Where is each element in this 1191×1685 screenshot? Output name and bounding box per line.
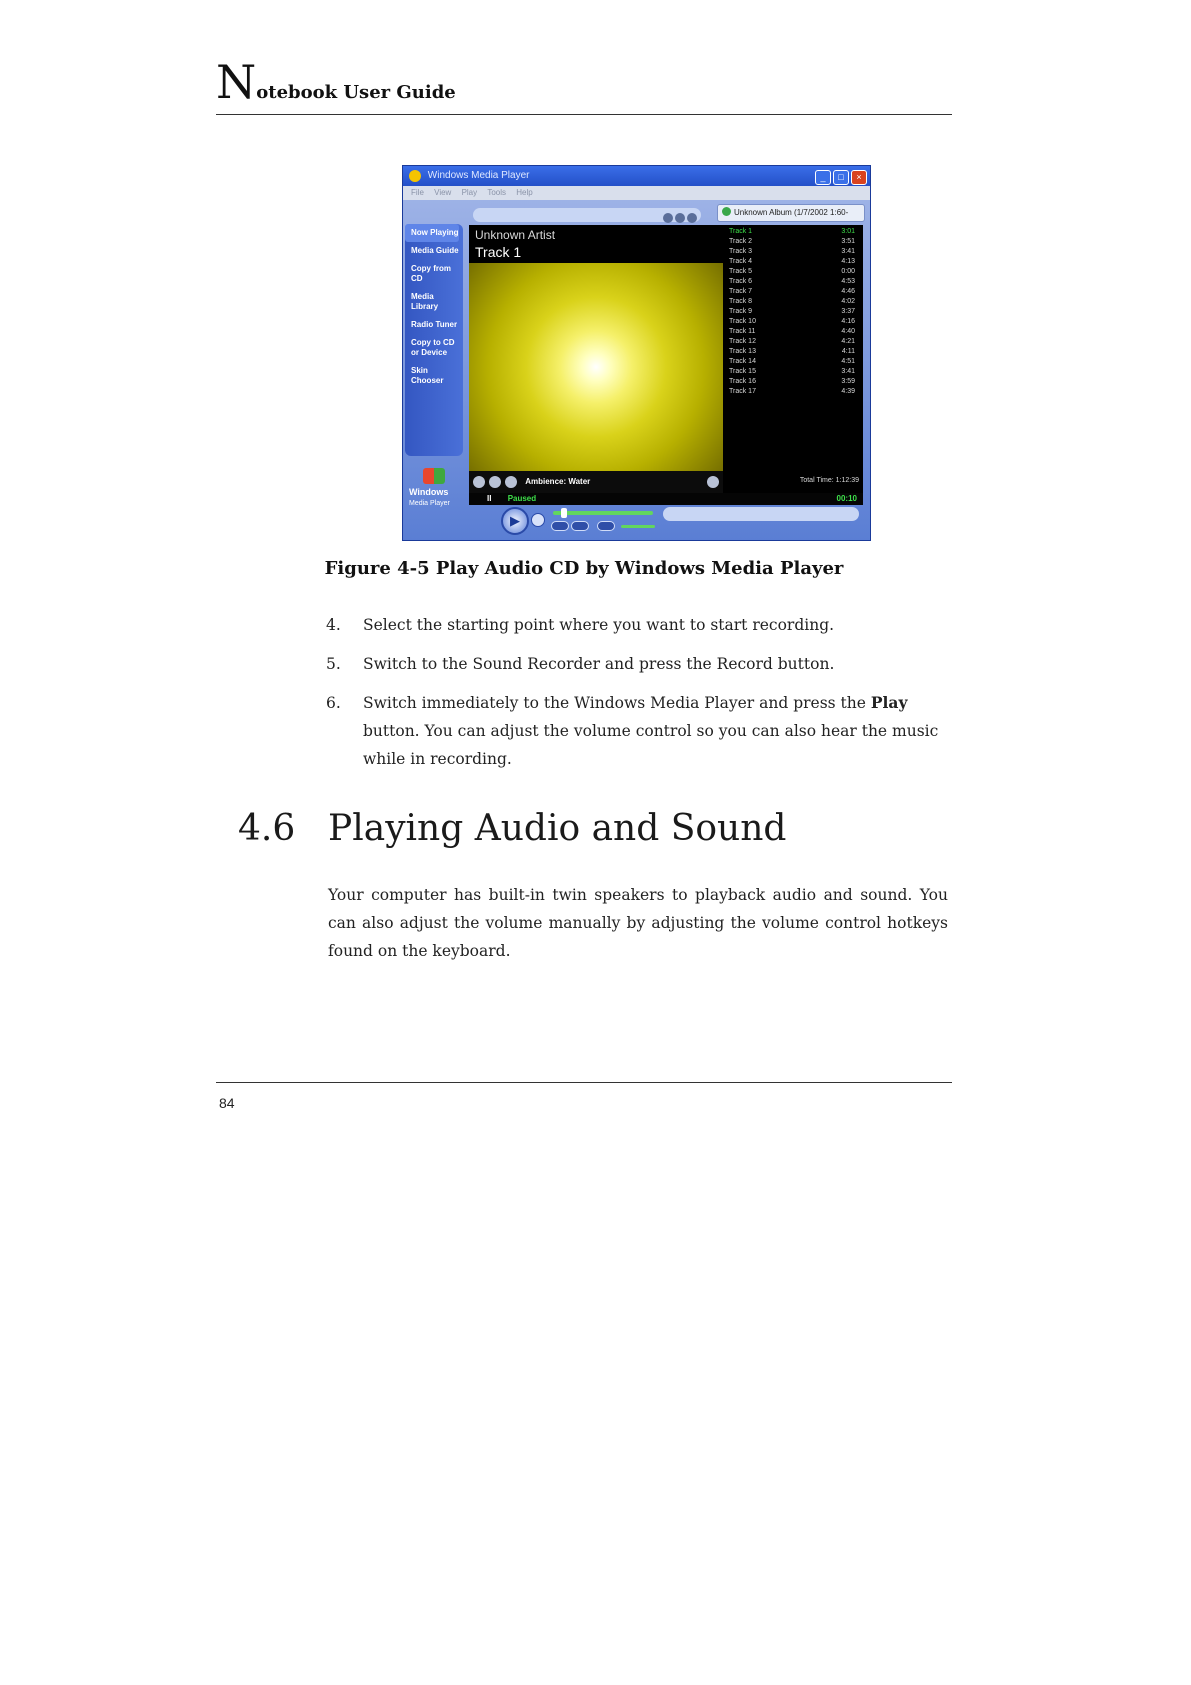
playlist-row: [729, 227, 857, 237]
task-now-playing: Now Playing: [405, 224, 459, 242]
section-heading: [238, 808, 952, 849]
step-text-after: button. You can adjust the volume control so you can also hear the music while in recording.: [363, 722, 939, 768]
task-media-library: Media Library: [411, 292, 439, 311]
task-copy-from-cd: Copy from CD: [411, 264, 451, 283]
playlist-row: [729, 327, 857, 337]
seek-thumb: [561, 508, 567, 518]
brand-subtext: Media Player: [409, 500, 450, 507]
menu-help: Help: [516, 188, 533, 197]
album-name: Unknown Album (1/7/2002 1:60-: [734, 208, 849, 217]
cd-icon: [722, 207, 731, 216]
step-4: [326, 611, 948, 639]
playlist-row: [729, 287, 857, 297]
artist-name: Unknown Artist: [475, 228, 556, 242]
stop-icon: [531, 513, 545, 527]
playlist-track-title: Track 2: [729, 238, 753, 245]
playlist-track-title: Track 10: [729, 318, 756, 325]
header-initial: N: [216, 55, 257, 109]
fullscreen-icon: [707, 476, 719, 488]
next-icon: [571, 521, 589, 531]
zoom-icon: [473, 476, 485, 488]
close-icon: ×: [851, 170, 867, 185]
play-state: Paused: [507, 494, 537, 503]
playlist-track-title: Track 16: [729, 378, 756, 385]
playlist-track-title: Track 13: [729, 348, 756, 355]
visualization-controls: [469, 471, 723, 493]
step-text-before: Switch immediately to the Windows Media Player and press the: [363, 694, 871, 712]
task-radio-tuner: Radio Tuner: [411, 320, 458, 329]
task-media-guide: Media Guide: [411, 246, 459, 255]
playlist-row: [729, 237, 857, 247]
playlist-track-title: Track 1: [729, 228, 753, 235]
now-playing-panel: [469, 225, 723, 493]
playlist-track-title: Track 6: [729, 278, 753, 285]
wmp-titlebar: [403, 166, 870, 186]
windows-flag-icon: [423, 468, 445, 484]
shuffle-icon: [663, 213, 673, 223]
elapsed-time: 00:10: [836, 494, 857, 503]
playlist-track-title: Track 15: [729, 368, 756, 375]
playlist-row: [729, 247, 857, 257]
volume-slider: [621, 525, 655, 528]
playlist-row: [729, 337, 857, 347]
playlist-track-duration: 3:01: [841, 228, 855, 235]
playlist-row: [729, 357, 857, 367]
pause-icon: II: [487, 494, 492, 503]
playlist-track-duration: 4:51: [841, 358, 855, 365]
playlist-track-duration: 4:39: [841, 388, 855, 395]
wmp-brand: [409, 468, 461, 508]
menu-play: Play: [461, 188, 478, 197]
playlist-row: [729, 307, 857, 317]
visualization-preset: Ambience: Water: [525, 477, 591, 486]
minimize-icon: _: [815, 170, 831, 185]
prev-viz-icon: [489, 476, 501, 488]
playlist-row: [729, 297, 857, 307]
playlist-track-duration: 4:40: [841, 328, 855, 335]
footer-rule: [216, 1082, 952, 1083]
playlist-row: [729, 317, 857, 327]
seek-slider: [553, 511, 653, 515]
playlist-track-duration: 4:11: [841, 348, 855, 355]
top-control-bar: [473, 208, 701, 222]
step-text-bold: Play: [870, 693, 908, 712]
playlist-track-duration: 4:53: [841, 278, 855, 285]
wmp-body: [403, 200, 870, 541]
playlist-track-title: Track 3: [729, 248, 753, 255]
status-bar: [469, 493, 863, 505]
header-rule: [216, 114, 952, 115]
playlist-track-duration: 3:37: [841, 308, 855, 315]
header-title: [216, 55, 456, 109]
menu-tools: Tools: [487, 188, 507, 197]
playlist-track-title: Track 17: [729, 388, 756, 395]
playlist-row: [729, 347, 857, 357]
playlist-row: [729, 267, 857, 277]
figure-caption: Figure 4-5 Play Audio CD by Windows Media Player: [324, 558, 844, 579]
total-time: Total Time: 1:12:39: [799, 477, 859, 484]
playlist-row: [729, 257, 857, 267]
steps-list: [326, 611, 948, 784]
playlist-track-duration: 3:59: [841, 378, 855, 385]
media-info-bar: [663, 507, 859, 521]
next-viz-icon: [505, 476, 517, 488]
playlist-track-title: Track 11: [729, 328, 756, 335]
step-5: [326, 650, 948, 678]
playlist-track-duration: 3:41: [841, 368, 855, 375]
transport-controls: [493, 507, 865, 541]
step-number: 5.: [326, 655, 341, 673]
playlist-track-title: Track 14: [729, 358, 756, 365]
window-controls: [813, 168, 867, 188]
playlist-track-duration: 0:00: [841, 268, 855, 275]
brand-text: Windows: [409, 487, 449, 497]
wmp-screenshot: [402, 165, 871, 541]
playlist-track-title: Track 9: [729, 308, 753, 315]
header-title-rest: otebook User Guide: [256, 82, 456, 103]
wmp-menubar: [403, 186, 870, 200]
wmp-logo-icon: [409, 170, 421, 182]
step-number: 4.: [326, 616, 341, 634]
playlist-row: [729, 367, 857, 377]
menu-file: File: [411, 188, 424, 197]
step-6: [326, 689, 948, 773]
task-copy-to-device: Copy to CD or Device: [411, 338, 455, 357]
mute-icon: [597, 521, 615, 531]
playlist: [723, 225, 863, 493]
page-number: 84: [219, 1095, 235, 1111]
playlist-track-duration: 3:41: [841, 248, 855, 255]
playlist-track-title: Track 8: [729, 298, 753, 305]
playlist-track-duration: 4:16: [841, 318, 855, 325]
previous-icon: [551, 521, 569, 531]
section-title: Playing Audio and Sound: [328, 808, 787, 849]
step-number: 6.: [326, 694, 341, 712]
album-select: [717, 204, 865, 222]
track-name: Track 1: [475, 244, 522, 260]
playlist-row: [729, 387, 857, 397]
playlist-track-title: Track 7: [729, 288, 753, 295]
task-skin-chooser: Skin Chooser: [411, 366, 444, 385]
playlist-track-title: Track 5: [729, 268, 753, 275]
running-header: [216, 55, 952, 117]
playlist-track-title: Track 4: [729, 258, 753, 265]
playlist-track-duration: 3:51: [841, 238, 855, 245]
section-number: 4.6: [238, 808, 296, 849]
playlist-toggle-icon: [687, 213, 697, 223]
playlist-row: [729, 377, 857, 387]
menu-view: View: [434, 188, 452, 197]
playlist-track-duration: 4:13: [841, 258, 855, 265]
step-text: Switch to the Sound Recorder and press the Record button.: [363, 655, 835, 673]
playlist-track-duration: 4:02: [841, 298, 855, 305]
wmp-title: Windows Media Player: [427, 170, 530, 181]
play-icon: ▶: [501, 507, 529, 535]
visualization: [469, 263, 723, 471]
playlist-track-duration: 4:21: [841, 338, 855, 345]
maximize-icon: □: [833, 170, 849, 185]
playlist-track-duration: 4:46: [841, 288, 855, 295]
playlist-row: [729, 277, 857, 287]
playlist-track-title: Track 12: [729, 338, 756, 345]
eq-icon: [675, 213, 685, 223]
section-paragraph: Your computer has built-in twin speakers to playback audio and sound. You can also adjust the volume manually by adjusting the volume control hotkeys found on the keyboard.: [328, 886, 948, 960]
step-text: Select the starting point where you want to start recording.: [363, 616, 835, 634]
taskpane: [405, 224, 463, 456]
